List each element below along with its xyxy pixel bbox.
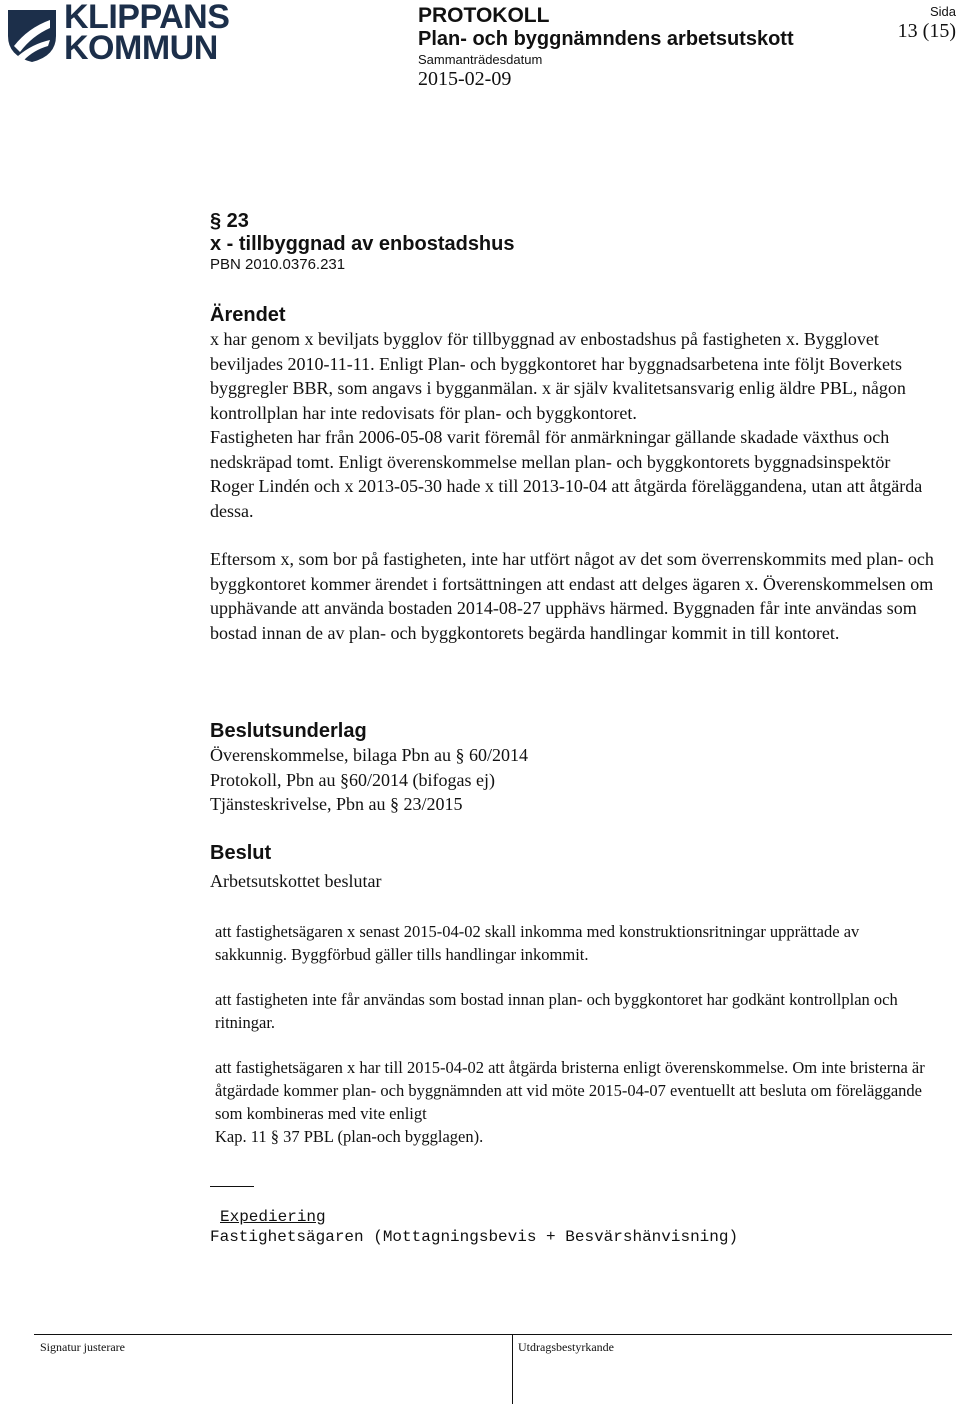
section-heading: Ärendet	[210, 304, 286, 326]
paragraph-number: § 23	[210, 210, 249, 232]
footer-separator	[34, 1334, 952, 1335]
document-type: PROTOKOLL	[418, 4, 550, 27]
page-label: Sida	[929, 4, 956, 19]
footnote-separator	[210, 1186, 254, 1187]
section-heading: Beslutsunderlag	[210, 720, 367, 742]
beslut-items	[215, 920, 925, 1148]
expediering-label: Expediering	[220, 1208, 326, 1226]
section-heading: Beslut	[210, 842, 272, 864]
beslut-intro: Arbetsutskottet beslutar	[210, 871, 382, 891]
beslut-item: att fastigheten inte får användas som bostad innan plan- och byggkontoret har godkänt kontrollplan och ritningar.	[215, 990, 898, 1032]
underlag-item: Överenskommelse, bilaga Pbn au § 60/2014	[210, 745, 528, 765]
logo-line-2: KOMMUN	[64, 29, 218, 67]
case-reference: PBN 2010.0376.231	[210, 256, 346, 273]
organ-name: Plan- och byggnämndens arbetsutskott	[418, 28, 794, 50]
logo-wordmark	[64, 0, 230, 67]
page-number: 13 (15)	[897, 20, 956, 42]
section-beslut	[210, 842, 940, 894]
arendet-paragraph-2: Fastigheten har från 2006-05-08 varit föremål för anmärkningar gällande skadade växthus och nedskräpad tomt. Enligt överenskommelse mellan plan- och byggkontorets byggnadsinspektör Roger Lindén och x 2013-05-30 hade x till 2013-10-04 att åtgärda föreläggandena, utan att åtgärda dessa.	[210, 427, 923, 521]
beslut-item: att fastighetsägaren x senast 2015-04-02 skall inkomma med konstruktionsritningar upprättade av sakkunnig. Byggförbud gäller tills handlingar inkommit.	[215, 922, 860, 964]
underlag-item: Protokoll, Pbn au §60/2014 (bifogas ej)	[210, 769, 495, 790]
signature-field-label: Signatur justerare	[40, 1340, 125, 1354]
beslut-item: att fastighetsägaren x har till 2015-04-02 att åtgärda bristerna enligt överenskommelse. Om inte bristerna är åtgärdade kommer plan- och byggnämnden att vid möte 2015-04-07 eventuellt att besluta om föreläggande som kombineras med vite enligt	[215, 1058, 925, 1123]
case-title: x - tillbyggnad av enbostadshus	[210, 233, 515, 255]
extract-certification-label: Utdragsbestyrkande	[518, 1340, 614, 1354]
logo-emblem-icon	[4, 6, 60, 64]
arendet-paragraph-1: x har genom x beviljats bygglov för tillbyggnad av enbostadshus på fastigheten x. Bygglovet beviljades 2010-11-11. Enligt Plan- och byggkontoret har byggnadsarbetena inte följt Boverkets byggregler BBR, som angavs i bygganmälan. x är själv kvalitetsansvarig enlig äldre PBL, någon kontrollplan har inte redovisats för plan- och byggkontoret.	[210, 329, 906, 423]
underlag-item: Tjänsteskrivelse, Pbn au § 23/2015	[210, 794, 463, 814]
footer-divider	[512, 1334, 513, 1404]
expediering-value: Fastighetsägaren (Mottagningsbevis + Besvärshänvisning)	[210, 1228, 739, 1246]
arendet-paragraph-3: Eftersom x, som bor på fastigheten, inte har utfört något av det som överrenskommits med plan- och byggkontoret kommer ärendet i fortsättningen att endast att delges ägaren x. Överenskommelsen om upphävande att använda bostaden 2014-08-27 upphävs härmed. Byggnaden får inte användas som bostad innan de av plan- och byggkontorets begärda handlingar kommit in till kontoret.	[210, 549, 934, 643]
section-beslutsunderlag	[210, 720, 940, 817]
case-header	[210, 210, 940, 273]
beslut-item: Kap. 11 § 37 PBL (plan-och bygglagen).	[215, 1127, 484, 1146]
meeting-date: 2015-02-09	[418, 68, 512, 90]
section-arendet	[210, 304, 940, 645]
logo-line-1: KLIPPANS	[64, 0, 230, 36]
date-label: Sammanträdesdatum	[418, 52, 543, 67]
